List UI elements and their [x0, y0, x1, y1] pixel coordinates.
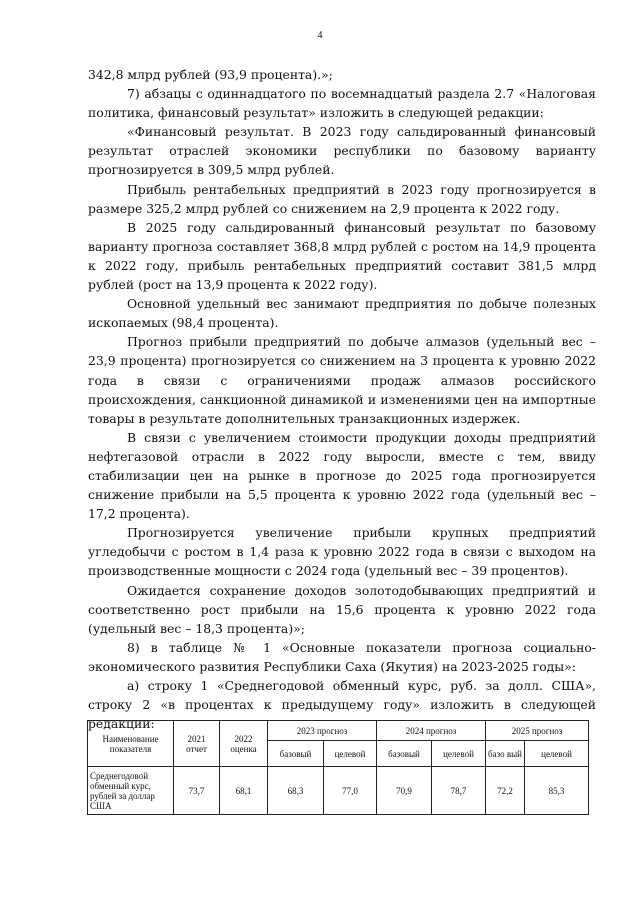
header-name: Наименование показателя	[88, 721, 174, 767]
value-2023-target: 77,0	[324, 767, 377, 815]
indicators-table	[87, 720, 589, 815]
paragraph: а) строку 1 «Среднегодовой обменный курс, руб. за долл. США», строку 2 «в процентах к предыдущему году» изложить в следующей редакции:	[88, 678, 596, 732]
value-2024-base: 70,9	[377, 767, 432, 815]
page-number: 4	[317, 30, 323, 41]
paragraph: Прибыль рентабельных предприятий в 2023 году прогнозируется в размере 325,2 млрд рублей со снижением на 2,9 процента к 2022 году.	[88, 181, 596, 216]
value-2021: 73,7	[174, 767, 220, 815]
header-2024-forecast: 2024 прогноз	[377, 721, 486, 741]
paragraph: В связи с увеличением стоимости продукции доходы предприятий нефтегазовой отрасли в 2022 году выросли, вместе с тем, ввиду стабилизации цен на рынке в прогнозе до 2025 года прогнозируется снижение прибыли на 5,5 процента к уровню 2022 года (удельный вес – 17,2 процента).	[88, 429, 596, 522]
paragraph: 8) в таблице № 1 «Основные показатели прогноза социально-экономического развития Республики Саха (Якутия) на 2023-2025 годы»:	[88, 639, 596, 674]
header-target: целевой	[324, 741, 377, 767]
header-2023-forecast: 2023 прогноз	[268, 721, 377, 741]
paragraph: 342,8 млрд рублей (93,9 процента).»;	[88, 67, 333, 82]
paragraph: Ожидается сохранение доходов золотодобывающих предприятий и соответственно рост прибыли на 15,6 процента к уровню 2022 года (удельный вес – 18,3 процента)»;	[88, 582, 596, 636]
table-row	[88, 767, 589, 815]
paragraph: «Финансовый результат. В 2023 году сальдированный финансовый результат отраслей экономики республики по базовому варианту прогнозируется в 309,5 млрд рублей.	[88, 124, 596, 178]
paragraph: В 2025 году сальдированный финансовый результат по базовому варианту прогноза составляет 368,8 млрд рублей с ростом на 14,9 процента к 2022 году, прибыль рентабельных предприятий составит 381,5 млрд рублей (рост на 13,9 процента к 2022 году).	[88, 219, 596, 293]
value-2024-target: 78,7	[432, 767, 486, 815]
header-2025-forecast: 2025 прогноз	[486, 721, 589, 741]
paragraph: 7) абзацы с одиннадцатого по восемнадцатый раздела 2.7 «Налоговая политика, финансовый результат» изложить в следующей редакции:	[88, 86, 596, 121]
value-2025-base: 72,2	[486, 767, 525, 815]
row-name: Среднегодовой обменный курс, рублей за доллар США	[88, 767, 174, 815]
value-2025-target: 85,3	[525, 767, 589, 815]
paragraph: Прогнозируется увеличение прибыли крупных предприятий угледобычи с ростом в 1,4 раза к уровню 2022 года в связи с выходом на производственные мощности с 2024 года (удельный вес – 39 процентов).	[88, 525, 596, 579]
header-2022: 2022 оценка	[220, 721, 268, 767]
paragraph: Основной удельный вес занимают предприятия по добыче полезных ископаемых (98,4 процента).	[88, 296, 596, 331]
header-2021: 2021 отчет	[174, 721, 220, 767]
paragraph: Прогноз прибыли предприятий по добыче алмазов (удельный вес – 23,9 процента) прогнозируется со снижением на 3 процента к уровню 2022 года в связи с ограничениями продаж алмазов российского происхождения, санкционной динамикой и изменениями цен на импортные товары в результате дополнительных транзакционных издержек.	[88, 334, 596, 426]
value-2023-base: 68,3	[268, 767, 324, 815]
document-body	[88, 65, 596, 733]
header-target: целевой	[525, 741, 589, 767]
header-base: базо вый	[486, 741, 525, 767]
value-2022: 68,1	[220, 767, 268, 815]
header-target: целевой	[432, 741, 486, 767]
header-base: базовый	[268, 741, 324, 767]
header-base: базовый	[377, 741, 432, 767]
